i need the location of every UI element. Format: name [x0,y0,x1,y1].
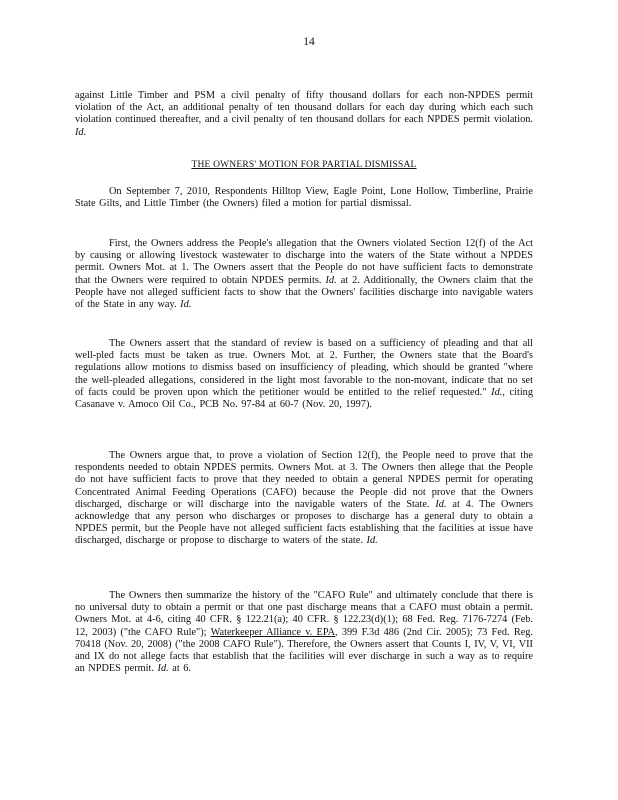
case-citation: Waterkeeper Alliance v. EPA [210,626,336,638]
paragraph-text: against Little Timber and PSM a civil penalty of fifty thousand dollars for each non-NPDES permit violation of the Act, an additional penalty of ten thousand dollars for each day during which each such violation continued thereafter, and a civil penalty of ten thousand dollars for each NPDES permit violation. [75,90,533,126]
citation-id: Id. [325,274,337,286]
paragraph-text: at 2. Additionally, the Owners claim that the People have not alleged sufficient facts to show that the Owners' facilities discharge into navigable waters of the State in any way. [75,274,533,311]
paragraph-cafo-rule [75,590,533,675]
paragraph-text: at 6. [168,663,191,675]
paragraph-first-argument [75,238,533,311]
citation-id: Id. [366,535,378,547]
paragraph-npdes-argument [75,450,533,548]
paragraph-text: at 4. The Owners acknowledge that any person who discharges or proposes to discharge has a general duty to obtain a NPDES permit, but the People have not alleged sufficient facts establishing that the facilities at issue have discharged, discharge or propose to discharge to waters of the state. [75,498,533,547]
paragraph-text: First, the Owners address the People's allegation that the Owners violated Section 12(f) of the Act by causing or allowing livestock wastewater to discharge into the waters of the State without a NPDES permit. Owners Mot. at 1. The Owners assert that the People do not have sufficient facts to demonstrate that the Owners were required to obtain NPDES permits. [75,238,533,286]
citation-id: Id. [180,299,192,311]
section-heading [75,160,533,170]
paragraph-text: The Owners assert that the standard of review is based on a sufficiency of pleading and that all well-pled facts must be taken as true. Owners Mot. at 2. Further, the Owners state that the Board's regulations allow motions to dismiss based on insufficiency of pleading, which should be granted "where the well-pleaded allegations, considered in the light most favorable to the non-movant, indicate that no set of facts could be proven upon which the petitioner would be entitled to the relief requested." [75,338,533,398]
citation-id: Id. [435,498,447,510]
citation-id: Id. [491,386,503,398]
paragraph-text: , citing Casanave v. Amoco Oil Co., PCB No. 97-84 at 60-7 (Nov. 20, 1997). [75,386,533,411]
paragraph-standard-of-review [75,338,533,411]
paragraph-text: The Owners argue that, to prove a violation of Section 12(f), the People need to prove that the respondents needed to obtain NPDES permits. Owners Mot. at 3. The Owners then allege that the People do not have sufficient facts to prove that they needed to obtain a general NPDES permit for operating Concentrated Animal Feeding Operations (CAFO) because the People did not prove that the Owners discharged, discharge or will discharge into the navigable waters of the State. [75,450,533,510]
citation-id: Id. [157,663,169,675]
paragraph-text: On September 7, 2010, Respondents Hilltop View, Eagle Point, Lone Hollow, Timberline, Prairie State Gilts, and Little Timber (the Owners) filed a motion for partial dismissal. [75,186,533,210]
section-heading-text: THE OWNERS' MOTION FOR PARTIAL DISMISSAL [191,160,417,170]
paragraph-motion-filed [75,186,533,210]
paragraph-penalties [75,90,533,139]
page-number: 14 [303,36,315,48]
paragraph-text: , 399 F.3d 486 (2nd Cir. 2005); 73 Fed. Reg. 70418 (Nov. 20, 2008) ("the 2008 CAFO Rule"). Therefore, the Owners assert that Counts I, IV, V, VI, VII and IX do not allege facts that establish that the facilities will ever discharge in such a way as to require an NPDES permit. [75,626,533,675]
paragraph-text: The Owners then summarize the history of the "CAFO Rule" and ultimately conclude that there is no universal duty to obtain a permit or that one past discharge means that a CAFO must obtain a permit. Owners Mot. at 4-6, citing 40 CFR. § 122.21(a); 40 CFR. § 122.23(d)(1); 68 Fed. Reg. 7176-7274 (Feb. 12, 2003) ("the CAFO Rule"); [75,590,533,638]
citation-id: Id. [75,126,87,138]
